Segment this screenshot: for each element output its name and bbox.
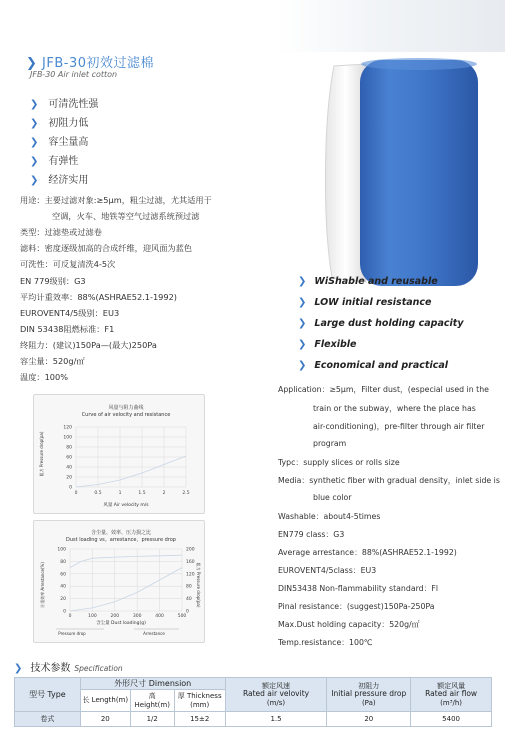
chart-1-series-line <box>76 456 186 487</box>
x-tick-label: 2 <box>162 491 166 496</box>
header-height: 高 Height(m) <box>130 690 174 712</box>
x-tick-label: 400 <box>155 614 164 619</box>
header-thickness: 厚 Thickness (mm) <box>174 690 225 712</box>
chart-2-ylabel-left: 计重效率 Arrestance(%) <box>40 562 45 608</box>
y-tick-label-right: 80 <box>186 584 192 590</box>
spec-cn-line: 平均计重效率：88%(ASHRAE52.1-1992) <box>20 292 178 302</box>
y-tick-label-right: 0 <box>186 609 189 615</box>
table-header-row <box>15 678 492 690</box>
spec-en-line: Typc：supply slices or rolls size <box>278 458 400 467</box>
legend-arrestance: Arrestance <box>143 631 165 636</box>
header-flow: 额定风量 Rated air flow (m³/h) <box>411 678 492 712</box>
y-tick-label: 40 <box>66 465 72 471</box>
chevron-right-icon: ❯ <box>26 56 38 71</box>
spec-cn-line: 空调，火车、地铁等空气过滤系统预过滤 <box>52 211 200 221</box>
y-tick-label-left: 0 <box>63 609 66 615</box>
header-velocity: 额定风速 Rated air velovity (m/s) <box>225 678 327 712</box>
feature-cn-1: ❯ 可清洗性强 <box>30 99 99 110</box>
spec-cn-line: 终阻力：(建议)150Pa—(最大)250Pa <box>20 340 157 350</box>
feature-en-1: ❯ WiShable and reusable <box>298 276 438 287</box>
chevron-right-icon: ❯ <box>298 318 307 329</box>
header-length: 长 Length(m) <box>80 690 130 712</box>
spec-cn-line: 容尘量：520g/㎡ <box>20 356 85 366</box>
feature-cn-2: ❯ 初阻力低 <box>30 118 89 129</box>
chart-2 <box>34 521 204 642</box>
chevron-right-icon: ❯ <box>298 276 307 287</box>
feature-en-5: ❯ Economical and practical <box>298 360 448 371</box>
spec-cn-line: 类型：过滤垫或过滤卷 <box>20 227 102 237</box>
chart-1-title-en: Curve of air velocity and resistance <box>81 412 171 418</box>
chevron-right-icon: ❯ <box>30 99 39 110</box>
feature-cn-3: ❯ 容尘量高 <box>30 137 89 148</box>
y-tick-label: 20 <box>66 475 72 481</box>
cell-length: 20 <box>80 712 130 727</box>
spec-cn-line: EN 779级别：G3 <box>20 276 86 286</box>
spec-cn-line: DIN 53438阻燃标准：F1 <box>20 324 115 334</box>
cell-height: 1/2 <box>130 712 174 727</box>
spec-en-line: train or the subway，where the place has <box>313 404 476 413</box>
spec-en-line: Media：synthetic fiber with gradual density，inlet side is <box>278 476 500 485</box>
x-tick-label: 2.5 <box>182 491 190 496</box>
y-tick-label-right: 40 <box>186 597 192 603</box>
chart-2-xlabel: 含尘量 Dust loading(g) <box>96 621 146 626</box>
spec-en-line: Average arrestance：88%(ASHRAE52.1-1992) <box>278 548 457 557</box>
y-tick-label: 60 <box>66 455 72 461</box>
y-tick-label: 80 <box>66 445 72 451</box>
spec-section-title: ❯ 技术参数 Specification <box>14 663 123 674</box>
x-tick-label: 0 <box>68 614 72 619</box>
spec-en-line: program <box>313 439 347 448</box>
cell-thickness: 15±2 <box>174 712 225 727</box>
chevron-right-icon: ❯ <box>14 663 23 674</box>
spec-en-line: blue color <box>313 493 352 502</box>
x-tick-label: 300 <box>132 614 142 619</box>
spec-en-line: Max.Dust holding capacity：520g/㎡ <box>278 620 420 629</box>
spec-en-line: Washable：about4-5times <box>278 512 381 521</box>
y-tick-label: 100 <box>63 435 72 441</box>
spec-cn-line: 可洗性：可反复清洗4-5次 <box>20 259 116 269</box>
y-tick-label-right: 200 <box>186 547 195 553</box>
product-title: ❯ JFB-30初效过滤棉 <box>26 56 155 71</box>
feature-en-4: ❯ Flexible <box>298 339 357 350</box>
header-type: 型号 Type <box>15 678 81 712</box>
chart-2-panel <box>33 520 205 643</box>
spec-en-line: EUROVENT4/5class：EU3 <box>278 566 377 575</box>
y-tick-label: 0 <box>69 485 72 491</box>
y-tick-label-left: 80 <box>60 559 66 565</box>
table-row <box>15 712 492 727</box>
x-tick-label: 1 <box>118 491 122 496</box>
chart-1-title-cn: 风量与阻力曲线 <box>108 405 144 411</box>
x-tick-label: 0 <box>74 491 78 496</box>
spec-en-line: Application：≥5μm，Filter dust，(especial used in the <box>278 385 489 394</box>
chevron-right-icon: ❯ <box>30 156 39 167</box>
x-tick-label: 0.5 <box>94 491 102 496</box>
x-tick-label: 500 <box>177 614 187 619</box>
cell-type: 卷式 <box>15 712 81 727</box>
chart-1-panel <box>33 394 205 514</box>
spec-en-line: DIN53438 Non-flammability standard：Fl <box>278 584 439 593</box>
chevron-right-icon: ❯ <box>298 297 307 308</box>
x-tick-label: 100 <box>88 614 97 619</box>
cell-velocity: 1.5 <box>225 712 327 727</box>
chevron-right-icon: ❯ <box>30 118 39 129</box>
spec-cn-line: 用途：主要过滤对象:≥5μm，粗尘过滤，尤其适用于 <box>20 195 212 205</box>
x-tick-label: 1.5 <box>138 491 146 496</box>
feature-cn-5: ❯ 经济实用 <box>30 175 89 186</box>
y-tick-label-right: 120 <box>186 572 195 578</box>
spec-en-line: Pinal resistance：(suggest)150Pa-250Pa <box>278 602 435 611</box>
chart-2-ylabel-right: 阻力 Pressure drop(pa) <box>196 562 201 608</box>
chart-1 <box>34 395 204 513</box>
y-tick-label-left: 40 <box>60 584 66 590</box>
y-tick-label-left: 100 <box>57 547 66 553</box>
feature-en-2: ❯ LOW initial resistance <box>298 297 432 308</box>
chevron-right-icon: ❯ <box>298 339 307 350</box>
y-tick-label-right: 160 <box>186 559 195 565</box>
chevron-right-icon: ❯ <box>30 175 39 186</box>
spec-cn-line: 温度：100% <box>20 372 68 382</box>
y-tick-label-left: 20 <box>60 597 66 603</box>
spec-en-line: air-conditioning)，pre-filter through air filter <box>313 422 485 431</box>
feature-en-3: ❯ Large dust holding capacity <box>298 318 464 329</box>
cell-pressure: 20 <box>327 712 411 727</box>
spec-cn-line: EUROVENT4/5级别：EU3 <box>20 308 120 318</box>
y-tick-label: 120 <box>63 425 72 431</box>
top-band <box>0 0 505 52</box>
chart-1-xlabel: 风量 Air velocity m/s <box>103 503 149 508</box>
cell-flow: 5400 <box>411 712 492 727</box>
y-tick-label-left: 60 <box>60 572 66 578</box>
feature-cn-4: ❯ 有弹性 <box>30 156 79 167</box>
header-dimension: 外形尺寸 Dimension <box>80 678 225 690</box>
spec-en-line: EN779 class：G3 <box>278 530 345 539</box>
legend-pressure-drop: Pressure drop <box>58 631 86 636</box>
chevron-right-icon: ❯ <box>298 360 307 371</box>
x-tick-label: 200 <box>110 614 120 619</box>
spec-cn-line: 滤料：密度逐级加高的合成纤维，迎风面为蓝色 <box>20 243 192 253</box>
header-pressure: 初阻力 Initial pressure drop (Pa) <box>327 678 411 712</box>
spec-table <box>14 677 492 727</box>
chart-1-ylabel: 阻力 Pressure drop(pa) <box>39 431 44 477</box>
chart-2-pressure-line <box>70 568 182 611</box>
chevron-right-icon: ❯ <box>30 137 39 148</box>
filter-roll-image <box>322 56 482 292</box>
chart-2-title-cn: 含尘量、效率、压力损之比 <box>90 530 152 536</box>
spec-en-line: Temp.resistance：100℃ <box>278 638 373 647</box>
product-subtitle: JFB-30 Air inlet cotton <box>30 70 118 79</box>
chart-2-title-en: Dust loading vs。arrestance，pressure drop <box>66 537 176 543</box>
